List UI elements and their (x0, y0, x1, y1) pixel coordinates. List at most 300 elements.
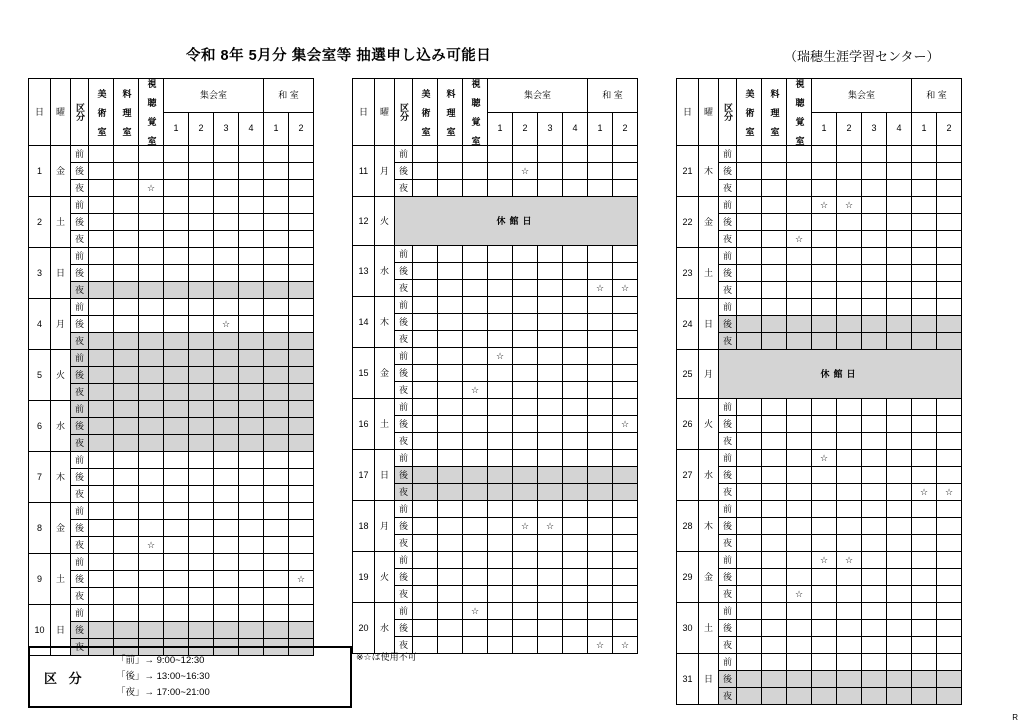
slot-cell[interactable] (912, 535, 937, 552)
slot-cell[interactable] (912, 248, 937, 265)
slot-cell[interactable]: ☆ (613, 280, 638, 297)
slot-cell[interactable]: ☆ (837, 197, 862, 214)
slot-cell[interactable] (264, 571, 289, 588)
slot-cell[interactable] (737, 501, 762, 518)
slot-cell[interactable] (762, 265, 787, 282)
slot-cell[interactable]: ☆ (488, 348, 513, 365)
slot-cell[interactable] (89, 554, 114, 571)
slot-cell[interactable] (812, 518, 837, 535)
slot-cell[interactable] (463, 331, 488, 348)
slot-cell[interactable] (139, 248, 164, 265)
slot-cell[interactable] (114, 537, 139, 554)
slot-cell[interactable] (139, 486, 164, 503)
slot-cell[interactable] (538, 246, 563, 263)
slot-cell[interactable] (264, 367, 289, 384)
slot-cell[interactable] (862, 282, 887, 299)
slot-cell[interactable] (787, 620, 812, 637)
slot-cell[interactable] (114, 588, 139, 605)
slot-cell[interactable] (488, 263, 513, 280)
slot-cell[interactable] (114, 350, 139, 367)
slot-cell[interactable] (463, 399, 488, 416)
slot-cell[interactable] (812, 180, 837, 197)
slot-cell[interactable] (214, 469, 239, 486)
slot-cell[interactable] (513, 467, 538, 484)
slot-cell[interactable] (463, 552, 488, 569)
slot-cell[interactable] (812, 146, 837, 163)
slot-cell[interactable] (488, 620, 513, 637)
slot-cell[interactable] (164, 197, 189, 214)
slot-cell[interactable] (89, 299, 114, 316)
slot-cell[interactable] (588, 467, 613, 484)
slot-cell[interactable] (837, 586, 862, 603)
slot-cell[interactable] (189, 384, 214, 401)
slot-cell[interactable] (264, 146, 289, 163)
slot-cell[interactable] (887, 146, 912, 163)
slot-cell[interactable] (737, 265, 762, 282)
slot-cell[interactable] (264, 350, 289, 367)
slot-cell[interactable] (862, 146, 887, 163)
slot-cell[interactable] (289, 537, 314, 554)
slot-cell[interactable] (613, 433, 638, 450)
slot-cell[interactable] (413, 246, 438, 263)
slot-cell[interactable] (862, 637, 887, 654)
slot-cell[interactable] (513, 569, 538, 586)
slot-cell[interactable] (563, 399, 588, 416)
slot-cell[interactable] (438, 382, 463, 399)
slot-cell[interactable] (413, 399, 438, 416)
slot-cell[interactable] (289, 265, 314, 282)
slot-cell[interactable] (463, 314, 488, 331)
slot-cell[interactable] (164, 333, 189, 350)
slot-cell[interactable] (438, 603, 463, 620)
slot-cell[interactable] (937, 433, 962, 450)
slot-cell[interactable] (937, 214, 962, 231)
slot-cell[interactable] (488, 180, 513, 197)
slot-cell[interactable] (488, 450, 513, 467)
slot-cell[interactable] (438, 433, 463, 450)
slot-cell[interactable] (164, 571, 189, 588)
slot-cell[interactable] (812, 569, 837, 586)
slot-cell[interactable] (463, 535, 488, 552)
slot-cell[interactable] (762, 282, 787, 299)
slot-cell[interactable] (289, 282, 314, 299)
slot-cell[interactable] (538, 280, 563, 297)
slot-cell[interactable] (787, 603, 812, 620)
slot-cell[interactable] (588, 569, 613, 586)
slot-cell[interactable] (737, 231, 762, 248)
slot-cell[interactable] (787, 535, 812, 552)
slot-cell[interactable] (887, 586, 912, 603)
slot-cell[interactable] (837, 248, 862, 265)
slot-cell[interactable] (887, 180, 912, 197)
slot-cell[interactable] (513, 603, 538, 620)
slot-cell[interactable] (588, 331, 613, 348)
slot-cell[interactable] (264, 265, 289, 282)
slot-cell[interactable] (837, 518, 862, 535)
slot-cell[interactable] (239, 265, 264, 282)
slot-cell[interactable] (438, 280, 463, 297)
slot-cell[interactable] (762, 603, 787, 620)
slot-cell[interactable] (787, 552, 812, 569)
slot-cell[interactable] (937, 603, 962, 620)
slot-cell[interactable] (912, 637, 937, 654)
slot-cell[interactable] (937, 231, 962, 248)
slot-cell[interactable] (164, 299, 189, 316)
slot-cell[interactable] (538, 637, 563, 654)
slot-cell[interactable] (937, 501, 962, 518)
slot-cell[interactable] (538, 535, 563, 552)
slot-cell[interactable] (214, 299, 239, 316)
slot-cell[interactable] (513, 535, 538, 552)
slot-cell[interactable] (488, 246, 513, 263)
slot-cell[interactable]: ☆ (937, 484, 962, 501)
slot-cell[interactable] (239, 231, 264, 248)
slot-cell[interactable] (239, 605, 264, 622)
slot-cell[interactable] (413, 620, 438, 637)
slot-cell[interactable] (812, 654, 837, 671)
slot-cell[interactable] (189, 452, 214, 469)
slot-cell[interactable] (887, 450, 912, 467)
slot-cell[interactable] (563, 450, 588, 467)
slot-cell[interactable]: ☆ (463, 382, 488, 399)
slot-cell[interactable] (114, 571, 139, 588)
slot-cell[interactable] (164, 452, 189, 469)
slot-cell[interactable] (613, 484, 638, 501)
slot-cell[interactable] (937, 197, 962, 214)
slot-cell[interactable] (887, 535, 912, 552)
slot-cell[interactable] (837, 265, 862, 282)
slot-cell[interactable] (588, 416, 613, 433)
slot-cell[interactable] (413, 586, 438, 603)
slot-cell[interactable] (787, 433, 812, 450)
slot-cell[interactable] (837, 316, 862, 333)
slot-cell[interactable] (139, 452, 164, 469)
slot-cell[interactable] (937, 299, 962, 316)
slot-cell[interactable] (762, 333, 787, 350)
slot-cell[interactable] (139, 367, 164, 384)
slot-cell[interactable] (737, 569, 762, 586)
slot-cell[interactable] (588, 263, 613, 280)
slot-cell[interactable] (837, 399, 862, 416)
slot-cell[interactable] (139, 316, 164, 333)
slot-cell[interactable] (787, 163, 812, 180)
slot-cell[interactable] (139, 401, 164, 418)
slot-cell[interactable] (89, 435, 114, 452)
slot-cell[interactable] (189, 265, 214, 282)
slot-cell[interactable] (762, 484, 787, 501)
slot-cell[interactable] (812, 637, 837, 654)
slot-cell[interactable] (89, 503, 114, 520)
slot-cell[interactable] (463, 433, 488, 450)
slot-cell[interactable] (513, 501, 538, 518)
slot-cell[interactable] (937, 654, 962, 671)
slot-cell[interactable] (613, 586, 638, 603)
slot-cell[interactable] (289, 418, 314, 435)
slot-cell[interactable] (189, 367, 214, 384)
slot-cell[interactable] (239, 333, 264, 350)
slot-cell[interactable] (413, 263, 438, 280)
slot-cell[interactable] (862, 333, 887, 350)
slot-cell[interactable] (887, 197, 912, 214)
slot-cell[interactable] (737, 399, 762, 416)
slot-cell[interactable] (89, 520, 114, 537)
slot-cell[interactable] (887, 603, 912, 620)
slot-cell[interactable] (837, 416, 862, 433)
slot-cell[interactable] (538, 331, 563, 348)
slot-cell[interactable] (164, 469, 189, 486)
slot-cell[interactable] (438, 297, 463, 314)
slot-cell[interactable] (513, 382, 538, 399)
slot-cell[interactable] (214, 503, 239, 520)
slot-cell[interactable] (538, 569, 563, 586)
slot-cell[interactable] (413, 416, 438, 433)
slot-cell[interactable] (912, 671, 937, 688)
slot-cell[interactable] (264, 197, 289, 214)
slot-cell[interactable] (613, 501, 638, 518)
slot-cell[interactable] (762, 637, 787, 654)
slot-cell[interactable] (413, 146, 438, 163)
slot-cell[interactable] (139, 299, 164, 316)
slot-cell[interactable] (264, 503, 289, 520)
slot-cell[interactable] (563, 586, 588, 603)
slot-cell[interactable] (189, 537, 214, 554)
slot-cell[interactable] (837, 535, 862, 552)
slot-cell[interactable] (912, 231, 937, 248)
slot-cell[interactable] (264, 180, 289, 197)
slot-cell[interactable] (887, 637, 912, 654)
slot-cell[interactable] (563, 552, 588, 569)
slot-cell[interactable] (89, 486, 114, 503)
slot-cell[interactable] (812, 231, 837, 248)
slot-cell[interactable] (289, 316, 314, 333)
slot-cell[interactable] (239, 367, 264, 384)
slot-cell[interactable] (214, 452, 239, 469)
slot-cell[interactable] (588, 501, 613, 518)
slot-cell[interactable] (239, 435, 264, 452)
slot-cell[interactable] (289, 180, 314, 197)
slot-cell[interactable] (164, 486, 189, 503)
slot-cell[interactable] (588, 399, 613, 416)
slot-cell[interactable] (289, 503, 314, 520)
slot-cell[interactable] (737, 654, 762, 671)
slot-cell[interactable]: ☆ (139, 180, 164, 197)
slot-cell[interactable] (239, 622, 264, 639)
slot-cell[interactable] (588, 146, 613, 163)
slot-cell[interactable] (787, 265, 812, 282)
slot-cell[interactable] (89, 401, 114, 418)
slot-cell[interactable] (89, 537, 114, 554)
slot-cell[interactable] (762, 654, 787, 671)
slot-cell[interactable] (513, 450, 538, 467)
slot-cell[interactable] (89, 214, 114, 231)
slot-cell[interactable] (513, 484, 538, 501)
slot-cell[interactable] (538, 263, 563, 280)
slot-cell[interactable] (289, 163, 314, 180)
slot-cell[interactable] (438, 620, 463, 637)
slot-cell[interactable] (538, 501, 563, 518)
slot-cell[interactable] (289, 401, 314, 418)
slot-cell[interactable] (812, 316, 837, 333)
slot-cell[interactable] (189, 486, 214, 503)
slot-cell[interactable] (837, 484, 862, 501)
slot-cell[interactable] (488, 331, 513, 348)
slot-cell[interactable] (214, 571, 239, 588)
slot-cell[interactable] (239, 248, 264, 265)
slot-cell[interactable] (114, 163, 139, 180)
slot-cell[interactable] (189, 180, 214, 197)
slot-cell[interactable] (563, 433, 588, 450)
slot-cell[interactable] (114, 469, 139, 486)
slot-cell[interactable] (912, 163, 937, 180)
slot-cell[interactable]: ☆ (588, 280, 613, 297)
slot-cell[interactable] (737, 552, 762, 569)
slot-cell[interactable] (438, 180, 463, 197)
slot-cell[interactable] (139, 554, 164, 571)
slot-cell[interactable] (538, 552, 563, 569)
slot-cell[interactable] (239, 163, 264, 180)
slot-cell[interactable] (912, 501, 937, 518)
slot-cell[interactable] (413, 484, 438, 501)
slot-cell[interactable] (862, 231, 887, 248)
slot-cell[interactable] (762, 535, 787, 552)
slot-cell[interactable] (912, 433, 937, 450)
slot-cell[interactable] (164, 554, 189, 571)
slot-cell[interactable] (862, 603, 887, 620)
slot-cell[interactable] (189, 418, 214, 435)
slot-cell[interactable] (139, 163, 164, 180)
slot-cell[interactable] (812, 433, 837, 450)
slot-cell[interactable] (862, 586, 887, 603)
slot-cell[interactable] (513, 365, 538, 382)
slot-cell[interactable] (289, 486, 314, 503)
slot-cell[interactable] (887, 552, 912, 569)
slot-cell[interactable] (812, 671, 837, 688)
slot-cell[interactable] (937, 265, 962, 282)
slot-cell[interactable] (762, 688, 787, 705)
slot-cell[interactable] (787, 214, 812, 231)
slot-cell[interactable] (563, 314, 588, 331)
slot-cell[interactable] (862, 484, 887, 501)
slot-cell[interactable] (737, 603, 762, 620)
slot-cell[interactable] (139, 197, 164, 214)
slot-cell[interactable] (513, 146, 538, 163)
slot-cell[interactable] (189, 282, 214, 299)
slot-cell[interactable] (862, 416, 887, 433)
slot-cell[interactable] (413, 163, 438, 180)
slot-cell[interactable] (114, 316, 139, 333)
slot-cell[interactable] (438, 569, 463, 586)
slot-cell[interactable] (189, 163, 214, 180)
slot-cell[interactable] (787, 518, 812, 535)
slot-cell[interactable] (588, 433, 613, 450)
slot-cell[interactable] (413, 535, 438, 552)
slot-cell[interactable] (937, 163, 962, 180)
slot-cell[interactable] (413, 280, 438, 297)
slot-cell[interactable] (937, 586, 962, 603)
slot-cell[interactable] (737, 248, 762, 265)
slot-cell[interactable] (563, 163, 588, 180)
slot-cell[interactable] (887, 671, 912, 688)
slot-cell[interactable] (214, 537, 239, 554)
slot-cell[interactable] (488, 603, 513, 620)
slot-cell[interactable] (114, 299, 139, 316)
slot-cell[interactable] (912, 399, 937, 416)
slot-cell[interactable] (887, 333, 912, 350)
slot-cell[interactable] (438, 637, 463, 654)
slot-cell[interactable] (737, 688, 762, 705)
slot-cell[interactable] (613, 450, 638, 467)
slot-cell[interactable] (862, 552, 887, 569)
slot-cell[interactable] (239, 180, 264, 197)
slot-cell[interactable] (862, 248, 887, 265)
slot-cell[interactable]: ☆ (787, 231, 812, 248)
slot-cell[interactable] (937, 146, 962, 163)
slot-cell[interactable] (89, 265, 114, 282)
slot-cell[interactable] (862, 535, 887, 552)
slot-cell[interactable] (289, 520, 314, 537)
slot-cell[interactable] (887, 265, 912, 282)
slot-cell[interactable] (264, 520, 289, 537)
slot-cell[interactable] (114, 401, 139, 418)
slot-cell[interactable] (538, 163, 563, 180)
slot-cell[interactable] (787, 484, 812, 501)
slot-cell[interactable] (937, 552, 962, 569)
slot-cell[interactable] (787, 180, 812, 197)
slot-cell[interactable] (214, 520, 239, 537)
slot-cell[interactable] (538, 586, 563, 603)
slot-cell[interactable] (912, 586, 937, 603)
slot-cell[interactable] (89, 452, 114, 469)
slot-cell[interactable] (937, 399, 962, 416)
slot-cell[interactable]: ☆ (463, 603, 488, 620)
slot-cell[interactable] (164, 418, 189, 435)
slot-cell[interactable] (139, 265, 164, 282)
slot-cell[interactable] (488, 637, 513, 654)
slot-cell[interactable] (89, 316, 114, 333)
slot-cell[interactable] (588, 365, 613, 382)
slot-cell[interactable] (289, 605, 314, 622)
slot-cell[interactable]: ☆ (289, 571, 314, 588)
slot-cell[interactable] (264, 418, 289, 435)
slot-cell[interactable] (563, 467, 588, 484)
slot-cell[interactable] (862, 671, 887, 688)
slot-cell[interactable] (588, 620, 613, 637)
slot-cell[interactable] (264, 435, 289, 452)
slot-cell[interactable] (613, 518, 638, 535)
slot-cell[interactable] (862, 399, 887, 416)
slot-cell[interactable] (164, 214, 189, 231)
slot-cell[interactable] (812, 399, 837, 416)
slot-cell[interactable] (787, 450, 812, 467)
slot-cell[interactable] (164, 622, 189, 639)
slot-cell[interactable] (89, 146, 114, 163)
slot-cell[interactable] (139, 231, 164, 248)
slot-cell[interactable] (737, 214, 762, 231)
slot-cell[interactable] (164, 537, 189, 554)
slot-cell[interactable] (762, 620, 787, 637)
slot-cell[interactable] (887, 501, 912, 518)
slot-cell[interactable] (563, 501, 588, 518)
slot-cell[interactable] (488, 297, 513, 314)
slot-cell[interactable] (737, 333, 762, 350)
slot-cell[interactable] (413, 180, 438, 197)
slot-cell[interactable] (214, 401, 239, 418)
slot-cell[interactable] (787, 467, 812, 484)
slot-cell[interactable] (264, 248, 289, 265)
slot-cell[interactable] (613, 314, 638, 331)
slot-cell[interactable] (438, 416, 463, 433)
slot-cell[interactable] (762, 299, 787, 316)
